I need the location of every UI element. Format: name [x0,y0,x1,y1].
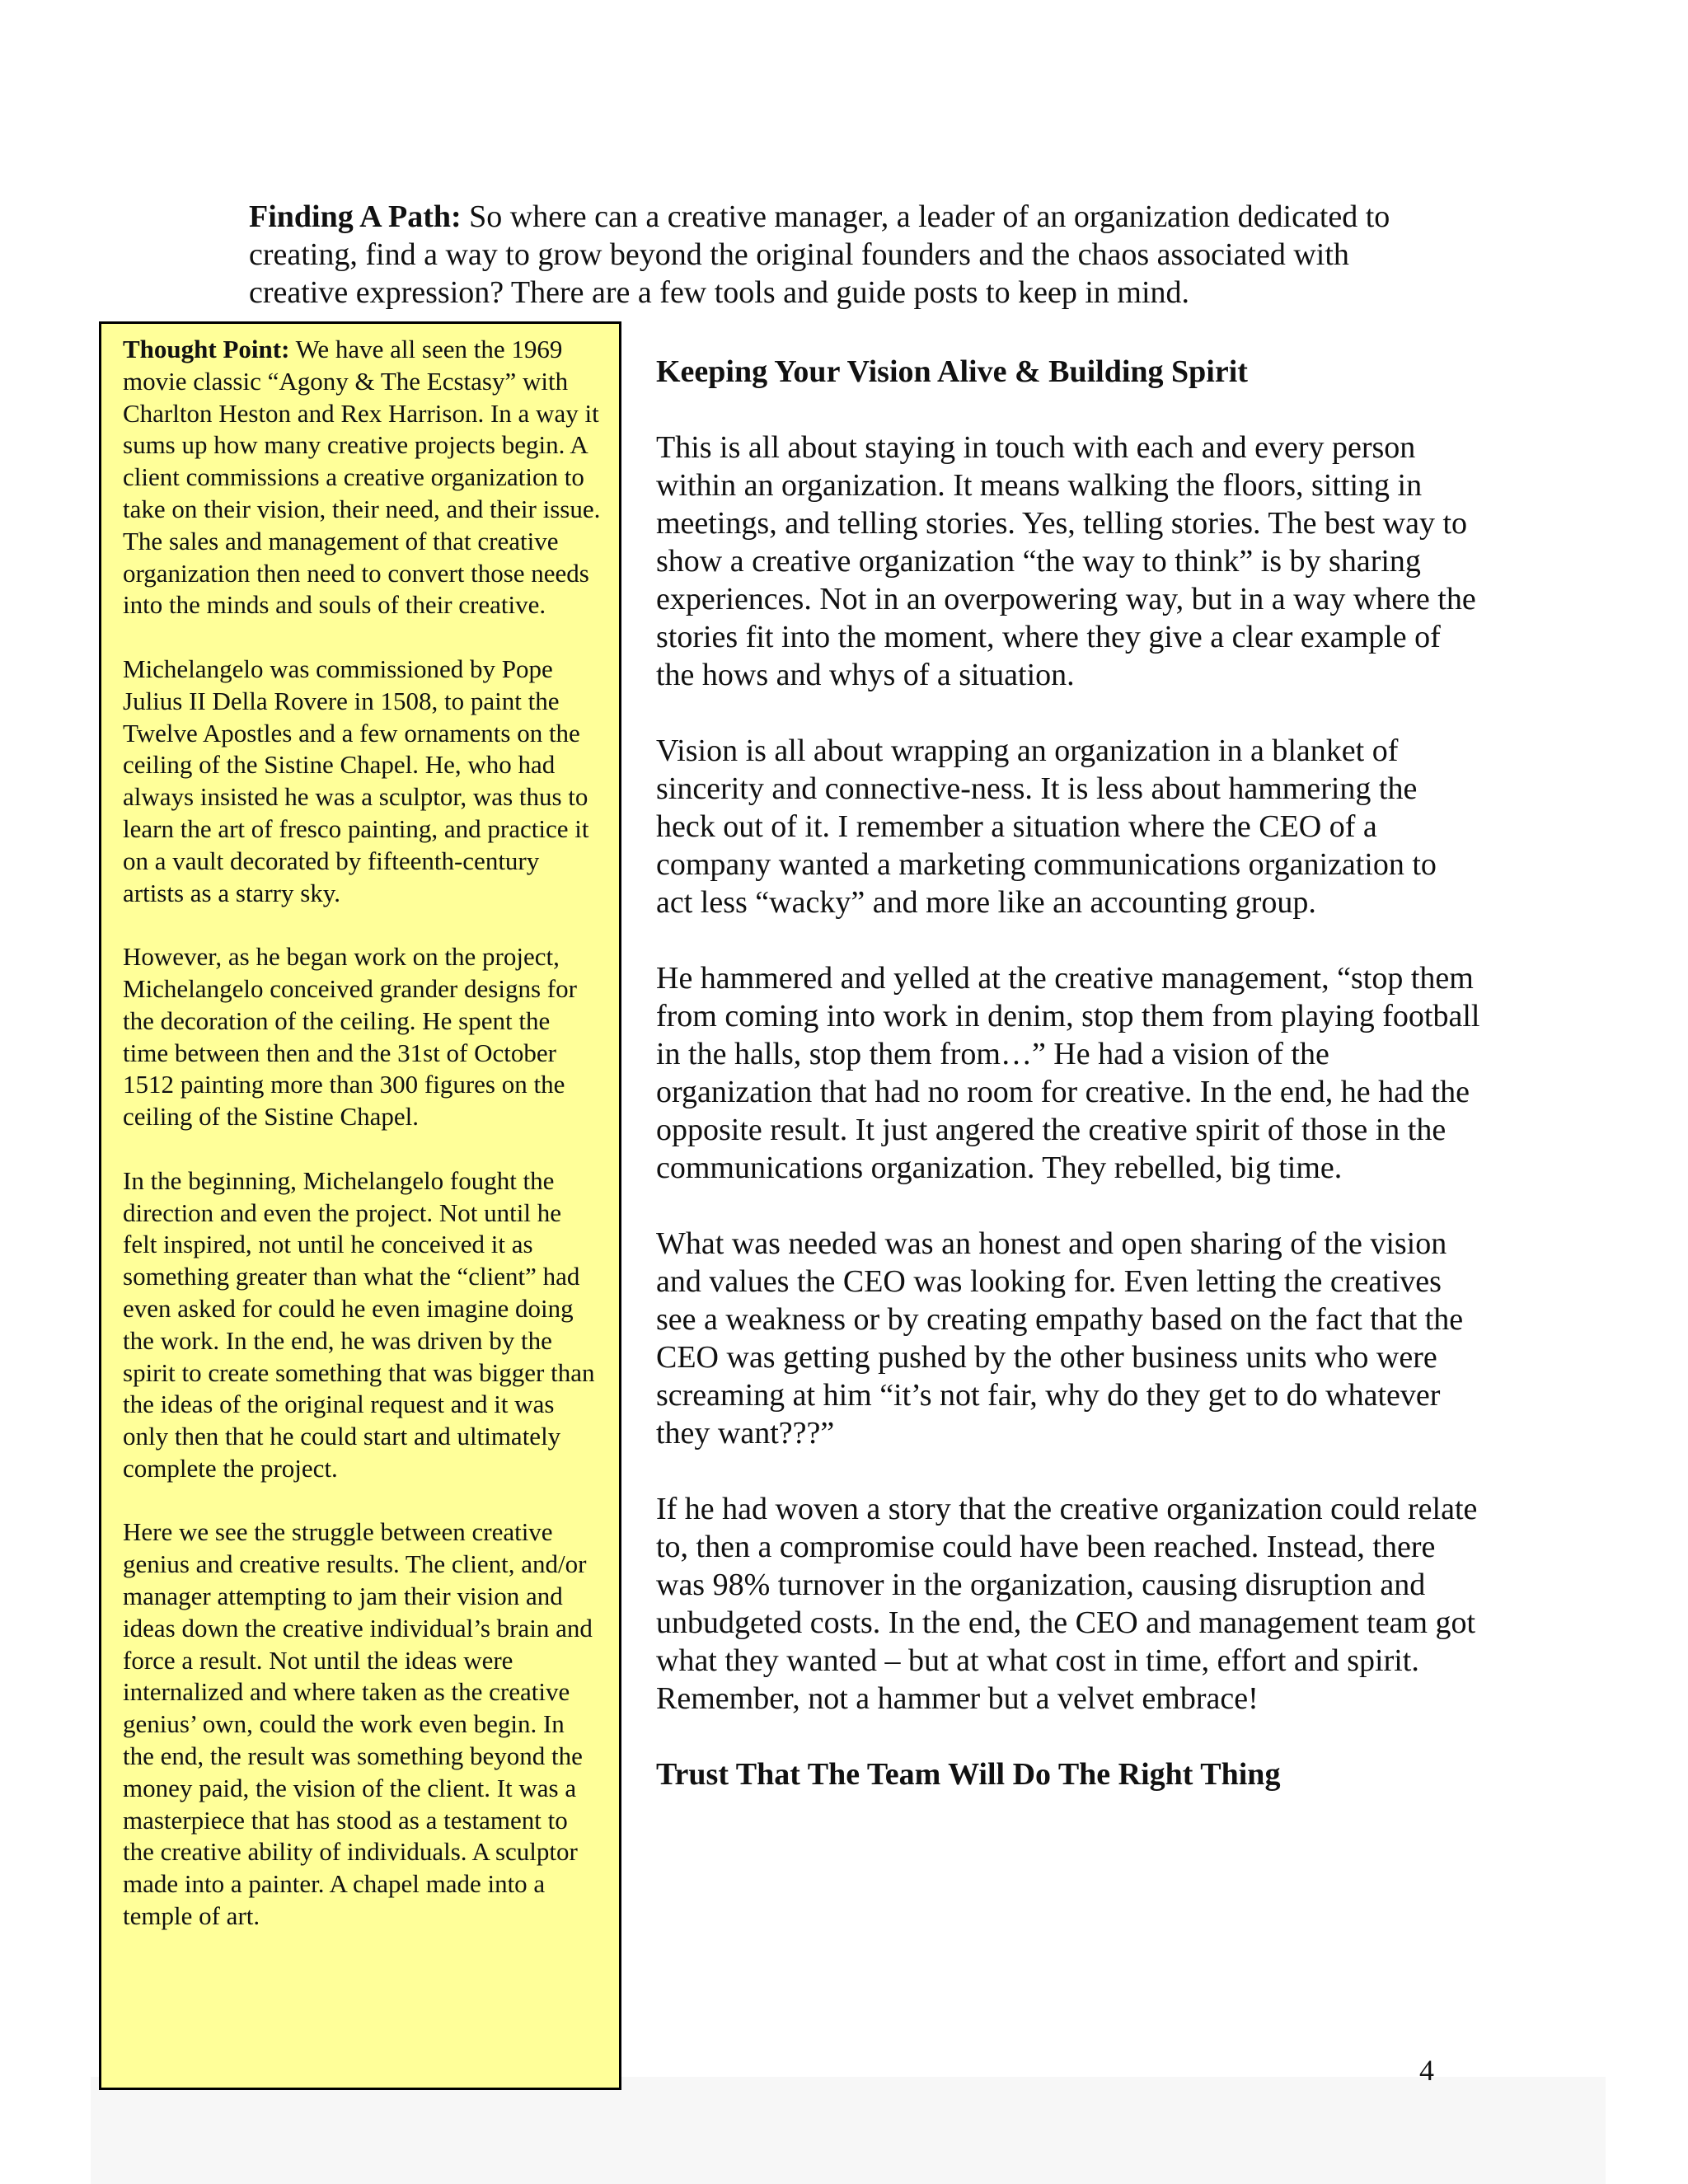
page-bottom-shade [91,2077,1606,2184]
sidebar-lead: Thought Point: [123,335,290,363]
sidebar-paragraph-5: Here we see the struggle between creative genius and creative results. The client, and/or manager attempting to jam their vision and ideas down the creative individual’s brain and force a result. Not until the ideas were internalized and where taken as the creative genius’ own, could the work even begin. In the end, the result was something beyond the money paid, the vision of the client. It was a masterpiece that has stood as a testament to the creative ability of individuals. A sculptor made into a painter. A chapel made into a temple of art. [123,1517,593,1931]
sidebar-paragraph-3: However, as he began work on the project, Michelangelo conceived grander designs for the decoration of the ceiling. He spent the time between then and the 31st of October 1512 painting more than 300 figures on the ceiling of the Sistine Chapel. [123,942,577,1132]
main-paragraph-2: Vision is all about wrapping an organization in a blanket of sincerity and connective-ness. It is less about hammering the heck out of it. I remember a situation where the CEO of a company wanted a marketing communications organization to act less “wacky” and more like an accounting group. [656,733,1437,920]
main-paragraph-4: What was needed was an honest and open sharing of the vision and values the CEO was looking for. Even letting the creatives see a weakness or by creating empathy based on the fact that the CEO was getting pushed by the other business units who were screaming at him “it’s not fair, why do they get to do whatever they want???” [656,1226,1464,1451]
section-heading-trust: Trust That The Team Will Do The Right Thing [656,1757,1281,1792]
main-paragraph-3: He hammered and yelled at the creative management, “stop them from coming into work in denim, stop them from playing football in the halls, stop them from…” He had a vision of the organization that had no room for creative. In the end, he had the opposite result. It just angered the creative spirit of those in the communications organization. They rebelled, big time. [656,961,1480,1185]
section-heading-vision: Keeping Your Vision Alive & Building Spirit [656,354,1248,389]
sidebar-paragraph-4: In the beginning, Michelangelo fought the direction and even the project. Not until he felt inspired, not until he conceived it as something greater than what the “client” had even asked for could he even imagine doing the work. In the end, he was driven by the spirit to create something that was bigger than the ideas of the original request and it was only then that he could start and ultimately complete the project. [123,1165,595,1483]
sidebar-paragraph-2: Michelangelo was commissioned by Pope Julius II Della Rovere in 1508, to paint the Twelve Apostles and a few ornaments on the ceiling of the Sistine Chapel. He, who had always insisted he was a sculptor, was thus to learn the art of fresco painting, and practice it on a vault decorated by fifteenth-century artists as a starry sky. [123,654,589,907]
intro-text: So where can a creative manager, a leader of an organization dedicated to creating, find a way to grow beyond the original founders and the chaos associated with creative expression? There are a few tools and guide posts to keep in mind. [249,199,1390,310]
intro-paragraph [249,198,1452,312]
intro-lead: Finding A Path: [249,199,462,234]
thought-point-sidebar [99,321,621,2090]
main-paragraph-5: If he had woven a story that the creative organization could relate to, then a compromise could have been reached. Instead, there was 98% turnover in the organization, causing disruption and unbudgeted costs. In the end, the CEO and management team got what they wanted – but at what cost in time, effort and spirit. Remember, not a hammer but a velvet embrace! [656,1492,1478,1716]
page-number: 4 [1419,2054,1434,2087]
sidebar-paragraph-1-text: We have all seen the 1969 movie classic “Agony & The Ecstasy” with Charlton Heston and Rex Harrison. In a way it sums up how many creative projects begin. A client commissions a creative organization to take on their vision, their need, and their issue. The sales and management of that creative organization then need to convert those needs into the minds and souls of their creative. [123,335,601,620]
main-column [656,353,1480,1831]
sidebar-paragraph-1 [123,334,601,621]
main-paragraph-1: This is all about staying in touch with each and every person within an organization. It means walking the floors, sitting in meetings, and telling stories. Yes, telling stories. The best way to show a creative organization “the way to think” is by sharing experiences. Not in an overpowering way, but in a way where the stories fit into the moment, where they give a clear example of the hows and whys of a situation. [656,430,1476,692]
